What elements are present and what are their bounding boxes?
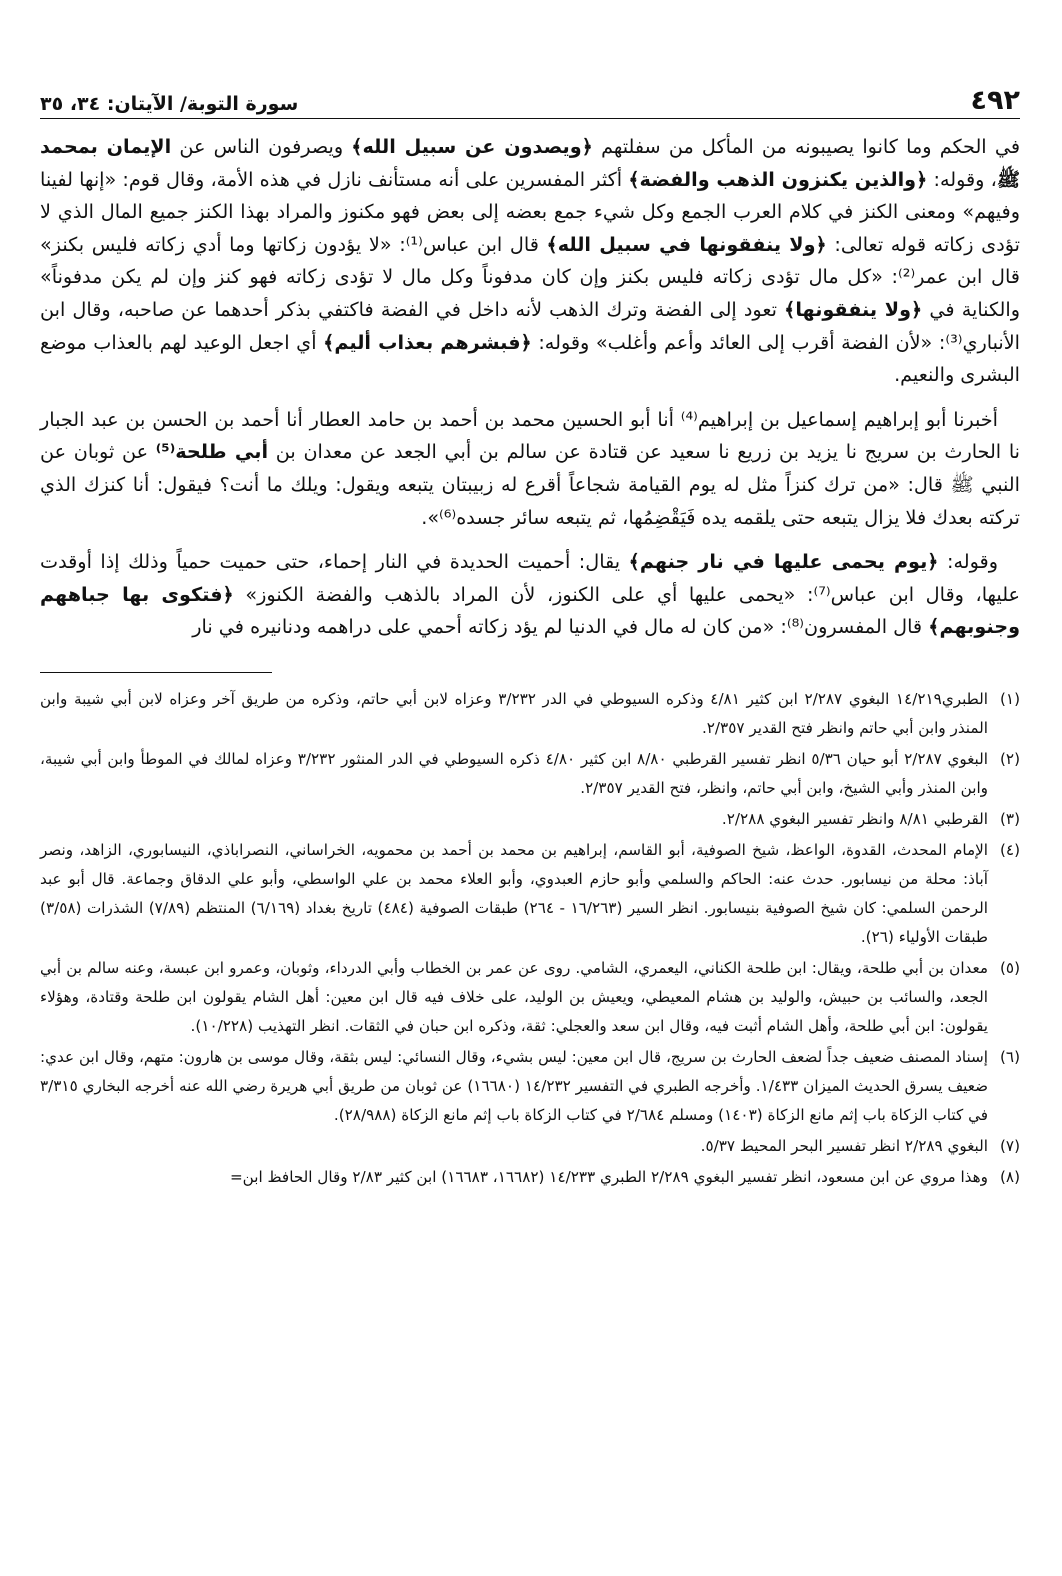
footnote-6 bbox=[40, 1043, 1020, 1130]
footnote-text: البغوي ٢/٢٨٧ أبو حيان ٥/٣٦ انظر تفسير القرطبي ٨/٨٠ ابن كثير ٤/٨٠ ذكره السيوطي في الدر المنثور ٣/٢٣٢ وعزاه لمالك في الموطأ وابن أبي شيبة، وابن المنذر وأبي الشيخ، وابن أبي حاتم، وانظر، فتح القدير ٢/٣٥٧. bbox=[40, 749, 988, 797]
footnote-text: البغوي ٢/٢٨٩ انظر تفسير البحر المحيط ٥/٣٧. bbox=[700, 1136, 988, 1155]
footnote-separator bbox=[40, 672, 272, 673]
text-run: أكثر المفسرين على أنه مستأنف نازل في هذه الأمة، وقال قوم: «إنها لفينا وفيهم» ومعنى الكنز في كلام العرب الجمع وكل شيء جمع بعضه إلى بعض فهو مكنوز والمراد بهذا الكنز جميع المال الذي لا تؤدى زكاته قوله تعالى: bbox=[40, 167, 1020, 256]
page-header bbox=[40, 70, 1020, 119]
footnote-text: الإمام المحدث، القدوة، الواعظ، شيخ الصوفية، أبو القاسم، إبراهيم بن محمد بن أحمد بن محمويه، الخراساني، النصراباذي، النيسابوري، الزاهد، ونصر آباذ: محلة من نيسابور. حدث عنه: الحاكم والسلمي وأبو حازم العبدوي، وأبو العلاء محمد بن علي الواسطي، وأبو علي الدقاق وجماعة. قال أبو عبد الرحمن السلمي: كان شيخ الصوفية بنيسابور. انظر السير (١٦/٢٦٣ - ٢٦٤) طبقات الصوفية (٤٨٤) تاريخ بغداد (٦/١٦٩) المنتظم (٧/٨٩) الشذرات (٣/٥٨) طبقات الأولياء (٢٦). bbox=[40, 840, 988, 946]
text-run: أي اجعل الوعيد لهم بالعذاب موضع البشرى والنعيم. bbox=[40, 330, 1020, 387]
footnote-number: (٢) bbox=[999, 749, 1020, 768]
footnote-8 bbox=[40, 1163, 1020, 1192]
footnote-7 bbox=[40, 1132, 1020, 1161]
paragraph-2 bbox=[40, 404, 1020, 534]
footnote-number: (٧) bbox=[999, 1136, 1020, 1155]
running-title: سورة التوبة/ الآيتان: ٣٤، ٣٥ bbox=[40, 93, 299, 115]
footnote-number: (٦) bbox=[999, 1047, 1020, 1066]
document-page bbox=[40, 70, 1020, 1550]
footnote-1 bbox=[40, 685, 1020, 743]
text-run: يقال: أحميت الحديدة في النار إحماء، حتى حميت حمياً وذلك إذا أوقدت عليها، وقال ابن عباس⁽⁷⁾: «يحمى عليها أي على الكنوز، لأن المراد بالذهب والفضة الكنوز» bbox=[40, 550, 1020, 606]
footnote-text: الطبري١٤/٢١٩ البغوي ٢/٢٨٧ ابن كثير ٤/٨١ وذكره السيوطي في الدر ٣/٢٣٢ وعزاه لابن أبي حاتم، وذكره من طريق آخر وعزاه لابن أبي شيبة وابن المنذر وابن أبي حاتم وانظر فتح القدير ٢/٣٥٧. bbox=[40, 689, 988, 737]
quran-quote: ﴿ويصدون عن سبيل الله﴾ bbox=[351, 135, 593, 158]
footnote-text: إسناد المصنف ضعيف جداً لضعف الحارث بن سريج، قال ابن معين: ليس بشيء، وقال النسائي: ليس بثقة، وقال موسى بن هارون: متهم، وقال ابن عدي: ضعيف يسرق الحديث الميزان ١/٤٣٣. وأخرجه الطبري في التفسير ١٤/٢٣٢ (١٦٦٨٠) عن ثوبان من طريق أبي هريرة رضي الله عنه أخرجه البخاري ٣/٣١٥ في كتاب الزكاة باب إثم مانع الزكاة (١٤٠٣) ومسلم ٢/٦٨٤ في كتاب الزكاة باب إثم مانع الزكاة (٢٨/٩٨٨). bbox=[40, 1047, 988, 1124]
quran-quote: ﴿ولا ينفقونها في سبيل الله﴾ bbox=[546, 232, 827, 256]
text-run: أخبرنا أبو إبراهيم إسماعيل بن إبراهيم⁽⁴⁾ أنا أبو الحسين محمد بن أحمد بن حامد العطار أنا أحمد بن الحسن بن عبد الجبار نا الحارث بن سريج نا يزيد بن زريع نا سعيد عن قتادة عن سالم بن أبي الجعد عن معدان بن bbox=[40, 407, 1021, 464]
footnote-4 bbox=[40, 836, 1020, 952]
text-run: تعود إلى الفضة وترك الذهب لأنه داخل في الفضة فاكتفي بذكر أحدهما عن صاحبه، وقال ابن الأنباري⁽³⁾: «لأن الفضة أقرب إلى العائد وأعم وأغلب» وقوله: bbox=[40, 297, 1021, 354]
footnote-number: (٣) bbox=[999, 809, 1020, 828]
footnote-number: (١) bbox=[999, 689, 1020, 708]
quran-quote: ﴿فبشرهم بعذاب أليم﴾ bbox=[323, 330, 532, 354]
quran-quote: ﴿يوم يحمى عليها في نار جنهم﴾ bbox=[628, 550, 939, 574]
footnote-number: (٤) bbox=[999, 840, 1020, 859]
text-run: في الحكم وما كانوا يصيبونه من المأكل من سفلتهم bbox=[592, 135, 1020, 158]
footnote-text: القرطبي ٨/٨١ وانظر تفسير البغوي ٢/٢٨٨. bbox=[721, 809, 988, 828]
footnote-number: (٨) bbox=[999, 1167, 1020, 1186]
text-run: ويصرفون الناس عن bbox=[171, 135, 352, 158]
footnote-3 bbox=[40, 805, 1020, 834]
text-run: ، وقوله: bbox=[927, 167, 997, 191]
quran-quote: ﴿فتكوى بها جباههم وجنوبهم﴾ bbox=[40, 582, 1020, 639]
text-run: وقوله: bbox=[938, 550, 998, 574]
footnote-number: (٥) bbox=[999, 958, 1020, 977]
text-run: عن ثوبان عن النبي ﷺ قال: «من ترك كنزاً مثل له يوم القيامة شجاعاً أقرع له زبيبتان يتبعه ويقول: ويلك ما أنت؟ فيقول: أنا كنزك الذي تركته بعدك فلا يزال يتبعه حتى يلقمه يده فَيَقْضِمُها، ثم يتبعه سائر جسده⁽⁶⁾». bbox=[40, 440, 1020, 529]
footnotes bbox=[40, 685, 1020, 1192]
text-run: قال المفسرون⁽⁸⁾: «من كان له مال في الدنيا لم يؤد زكاته أحمي على دراهمه ودنانيره في نار bbox=[192, 615, 929, 639]
quran-quote: ﴿ولا ينفقونها﴾ bbox=[784, 297, 923, 321]
footnote-2 bbox=[40, 745, 1020, 803]
page-number: ٤٩٢ bbox=[970, 85, 1020, 116]
text-run: قال ابن عباس⁽¹⁾: «لا يؤدون زكاتها وما أدي زكاته فليس بكنز» قال ابن عمر⁽²⁾: «كل مال تؤدى زكاته فليس بكنز وإن كان مدفوناً وكل مال لا تؤدى زكاته فهو كنز وإن لم يكن مدفوناً» والكناية في bbox=[40, 232, 1020, 321]
quran-quote: ﴿والذين يكنزون الذهب والفضة﴾ bbox=[628, 167, 928, 191]
footnote-text: وهذا مروي عن ابن مسعود، انظر تفسير البغوي ٢/٢٨٩ الطبري ١٤/٢٣٣ (١٦٦٨٢، ١٦٦٨٣) ابن كثير ٢/٨٣ وقال الحافظ ابن= bbox=[229, 1167, 988, 1186]
bold-phrase: أبي طلحة⁽⁵⁾ bbox=[155, 440, 269, 464]
bold-phrase: الإيمان بمحمد ﷺ bbox=[40, 135, 1020, 191]
footnote-text: معدان بن أبي طلحة، ويقال: ابن طلحة الكناني، اليعمري، الشامي. روى عن عمر بن الخطاب وأبي الدرداء، وثوبان، وعمرو ابن عبسة، وعنه سالم بن أبي الجعد، والسائب بن حبيش، والوليد بن هشام المعيطي، ويعيش بن الوليد، على خلاف فيه قال ابن معين: أهل الشام يقولون ابن طلحة وقتادة، وهؤلاء يقولون: ابن أبي طلحة، وأهل الشام أثبت فيه، وقال ابن سعد والعجلي: ثقة، وذكره ابن حبان في الثقات. انظر التهذيب (١٠/٢٢٨). bbox=[40, 958, 988, 1035]
paragraph-1 bbox=[40, 131, 1020, 392]
paragraph-3 bbox=[40, 546, 1020, 644]
main-text bbox=[40, 131, 1020, 644]
footnote-5 bbox=[40, 954, 1020, 1041]
